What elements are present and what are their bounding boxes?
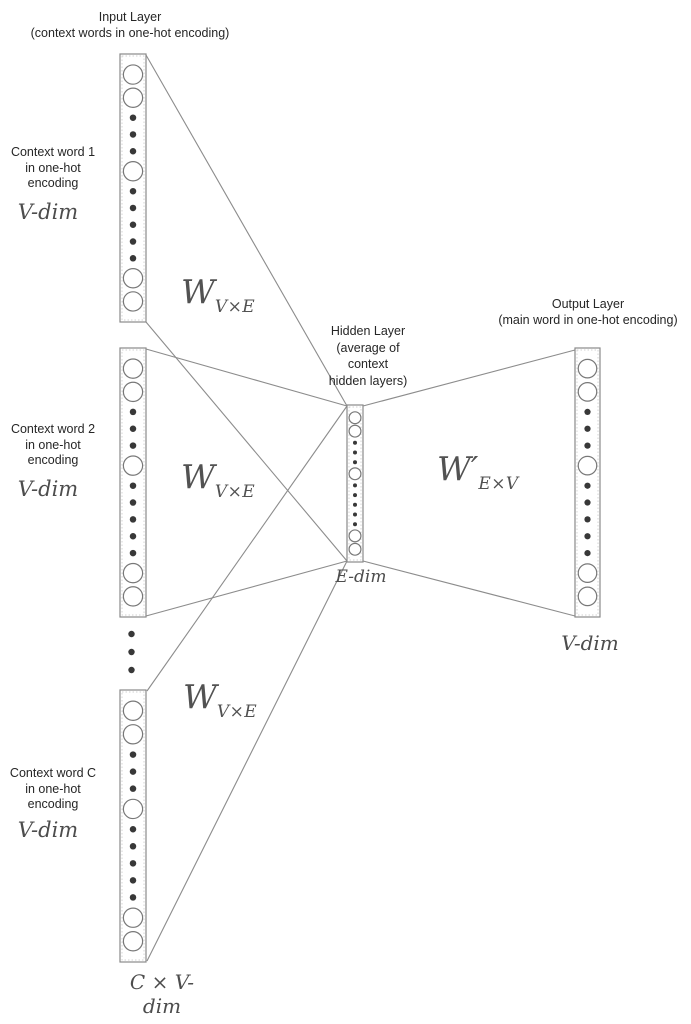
output-weight-matrix-label <box>437 449 519 494</box>
hidden-layer-subtitle-line: hidden layers) <box>328 373 408 388</box>
node-dot <box>584 550 590 556</box>
weight-matrix-symbol: W <box>183 677 217 716</box>
node-dot <box>130 426 137 433</box>
node-circle <box>123 269 142 288</box>
node-dot <box>130 221 137 228</box>
node-circle <box>578 383 597 402</box>
weight-matrix-subscript: V×E <box>214 482 256 502</box>
node-circle <box>123 162 142 181</box>
layer-input-c <box>120 690 146 962</box>
weight-matrix-subscript: V×E <box>216 702 258 722</box>
layer-input-2 <box>120 348 146 617</box>
node-dot <box>130 238 137 245</box>
node-circle <box>123 382 142 401</box>
connection-line <box>147 406 347 691</box>
node-circle <box>123 564 142 583</box>
node-dot <box>584 533 590 539</box>
connection-line <box>146 561 347 616</box>
layer-output <box>575 348 600 617</box>
node-dot <box>130 768 137 775</box>
node-dot <box>353 450 357 454</box>
node-dot <box>353 513 357 517</box>
node-dot <box>130 550 137 557</box>
node-dot <box>353 503 357 507</box>
hidden-layer-title: Hidden Layer <box>330 324 406 338</box>
node-circle <box>349 425 361 437</box>
node-circle <box>123 932 142 951</box>
context-word-c-label: Context word C in one-hot encoding <box>9 766 97 811</box>
node-circle <box>578 587 597 606</box>
node-dot <box>130 442 137 449</box>
node-circle <box>123 701 142 720</box>
node-circle <box>123 292 142 311</box>
layer-columns <box>120 54 600 962</box>
node-circle <box>123 908 142 927</box>
node-dot <box>130 188 137 195</box>
node-dot <box>130 785 137 792</box>
node-dot <box>130 843 137 850</box>
node-circle <box>578 359 597 378</box>
node-dot <box>353 460 357 464</box>
node-circle <box>123 359 142 378</box>
node-dot <box>130 205 137 212</box>
node-circle <box>349 412 361 424</box>
context-word-c-dim: V-dim <box>17 818 79 842</box>
node-dot <box>584 483 590 489</box>
weight-matrix-subscript: V×E <box>214 297 256 317</box>
context-word-2-dim: V-dim <box>17 477 79 501</box>
node-circle <box>349 543 361 555</box>
hidden-layer-subtitle-line: context <box>347 357 389 371</box>
node-dot <box>584 499 590 505</box>
node-dot <box>130 826 137 833</box>
input-layer-heading <box>15 10 245 41</box>
node-circle <box>123 456 142 475</box>
layer-input-1 <box>120 54 146 322</box>
weight-matrix-symbol: W <box>181 457 215 496</box>
input-layer-title: Input Layer <box>98 10 162 24</box>
node-dot <box>353 483 357 487</box>
node-circle <box>123 65 142 84</box>
node-dot <box>584 516 590 522</box>
layer-hidden <box>347 405 363 562</box>
ellipsis-dot <box>128 631 134 637</box>
hidden-layer-subtitle-line: (average of <box>336 340 400 355</box>
node-dot <box>130 131 137 138</box>
ellipsis-dot <box>128 667 134 673</box>
node-circle <box>123 725 142 744</box>
input-layer-subtitle: (context words in one-hot encoding) <box>30 25 230 40</box>
node-circle <box>123 587 142 606</box>
node-dot <box>130 114 137 121</box>
node-dot <box>584 426 590 432</box>
weight-matrix-symbol: W′ <box>437 449 479 488</box>
output-layer-dim: V-dim <box>561 631 619 655</box>
node-dot <box>353 522 357 526</box>
node-dot <box>130 533 137 540</box>
weight-matrix-label-2 <box>181 457 255 502</box>
node-dot <box>353 493 357 497</box>
node-dot <box>130 751 137 758</box>
node-dot <box>130 482 137 489</box>
connection-line <box>146 349 347 406</box>
node-dot <box>584 442 590 448</box>
node-dot <box>130 860 137 867</box>
context-word-1-dim: V-dim <box>17 200 79 224</box>
ellipsis-dot <box>128 649 134 655</box>
node-dot <box>353 441 357 445</box>
node-dot <box>584 409 590 415</box>
connection-line <box>363 561 575 616</box>
node-dot <box>130 255 137 262</box>
node-circle <box>349 530 361 542</box>
connection-line <box>146 55 347 406</box>
node-dot <box>130 409 137 416</box>
node-dot <box>130 499 137 506</box>
hidden-layer-heading <box>323 323 413 389</box>
node-dot <box>130 516 137 523</box>
node-circle <box>578 564 597 583</box>
node-dot <box>130 894 137 901</box>
context-word-1-label: Context word 1 in one-hot encoding <box>10 145 96 190</box>
weight-matrix-label-3 <box>183 677 257 722</box>
input-total-dim: C × V-dim <box>129 970 195 1018</box>
node-circle <box>578 456 597 475</box>
weight-matrix-label-1 <box>181 272 255 317</box>
output-layer-title: Output Layer <box>551 297 625 311</box>
output-layer-subtitle: (main word in one-hot encoding) <box>498 312 678 327</box>
node-circle <box>123 88 142 107</box>
node-circle <box>123 799 142 818</box>
connection-line <box>147 561 347 961</box>
node-dot <box>130 877 137 884</box>
ellipsis-dots <box>128 631 134 673</box>
node-circle <box>349 468 361 480</box>
hidden-layer-dim: E-dim <box>335 567 387 587</box>
output-layer-heading <box>477 297 691 328</box>
weight-matrix-subscript: E×V <box>478 474 519 494</box>
context-word-2-label: Context word 2 in one-hot encoding <box>10 422 96 467</box>
weight-matrix-symbol: W <box>181 272 215 311</box>
node-dot <box>130 148 137 155</box>
